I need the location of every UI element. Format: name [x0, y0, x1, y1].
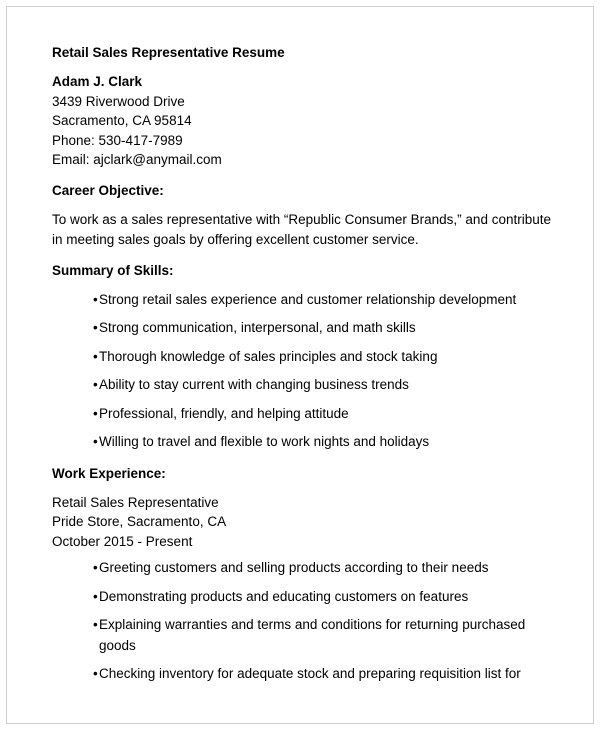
section-heading-skills: Summary of Skills: — [52, 262, 174, 278]
contact-email: Email: ajclark@anymail.com — [52, 152, 222, 167]
experience-list — [52, 558, 557, 685]
contact-address-line1: 3439 Riverwood Drive — [52, 93, 185, 109]
job-title: Retail Sales Representative — [52, 494, 219, 510]
resume-page — [6, 6, 594, 724]
contact-block — [52, 72, 557, 170]
job-dates: October 2015 - Present — [52, 533, 193, 549]
skill-item: • Professional, friendly, and helping attitude — [52, 404, 557, 425]
resume-title: Retail Sales Representative Resume — [52, 45, 285, 60]
section-heading-career-objective: Career Objective: — [52, 182, 164, 198]
skill-item: • Ability to stay current with changing business trends — [52, 375, 557, 396]
experience-item: • Explaining warranties and terms and conditions for returning purchased goods — [52, 615, 557, 656]
job-employer: Pride Store, Sacramento, CA — [52, 514, 227, 529]
career-objective-text: To work as a sales representative with “Republic Consumer Brands,” and contribute in meeting sales goals by offering excellent customer service. — [52, 211, 551, 247]
skill-item: • Willing to travel and flexible to work nights and holidays — [52, 432, 557, 453]
contact-name: Adam J. Clark — [52, 74, 143, 89]
skill-item: • Thorough knowledge of sales principles and stock taking — [52, 347, 557, 368]
skills-list — [52, 290, 557, 453]
contact-phone: Phone: 530-417-7989 — [52, 132, 183, 148]
experience-item: • Demonstrating products and educating customers on features — [52, 587, 557, 608]
skill-item: • Strong retail sales experience and customer relationship development — [52, 290, 557, 311]
skill-item: • Strong communication, interpersonal, and math skills — [52, 318, 557, 339]
experience-item: • Checking inventory for adequate stock and preparing requisition list for — [52, 664, 557, 685]
contact-address-line2: Sacramento, CA 95814 — [52, 113, 192, 128]
experience-item: • Greeting customers and selling products according to their needs — [52, 558, 557, 579]
section-heading-work-experience: Work Experience: — [52, 465, 166, 481]
